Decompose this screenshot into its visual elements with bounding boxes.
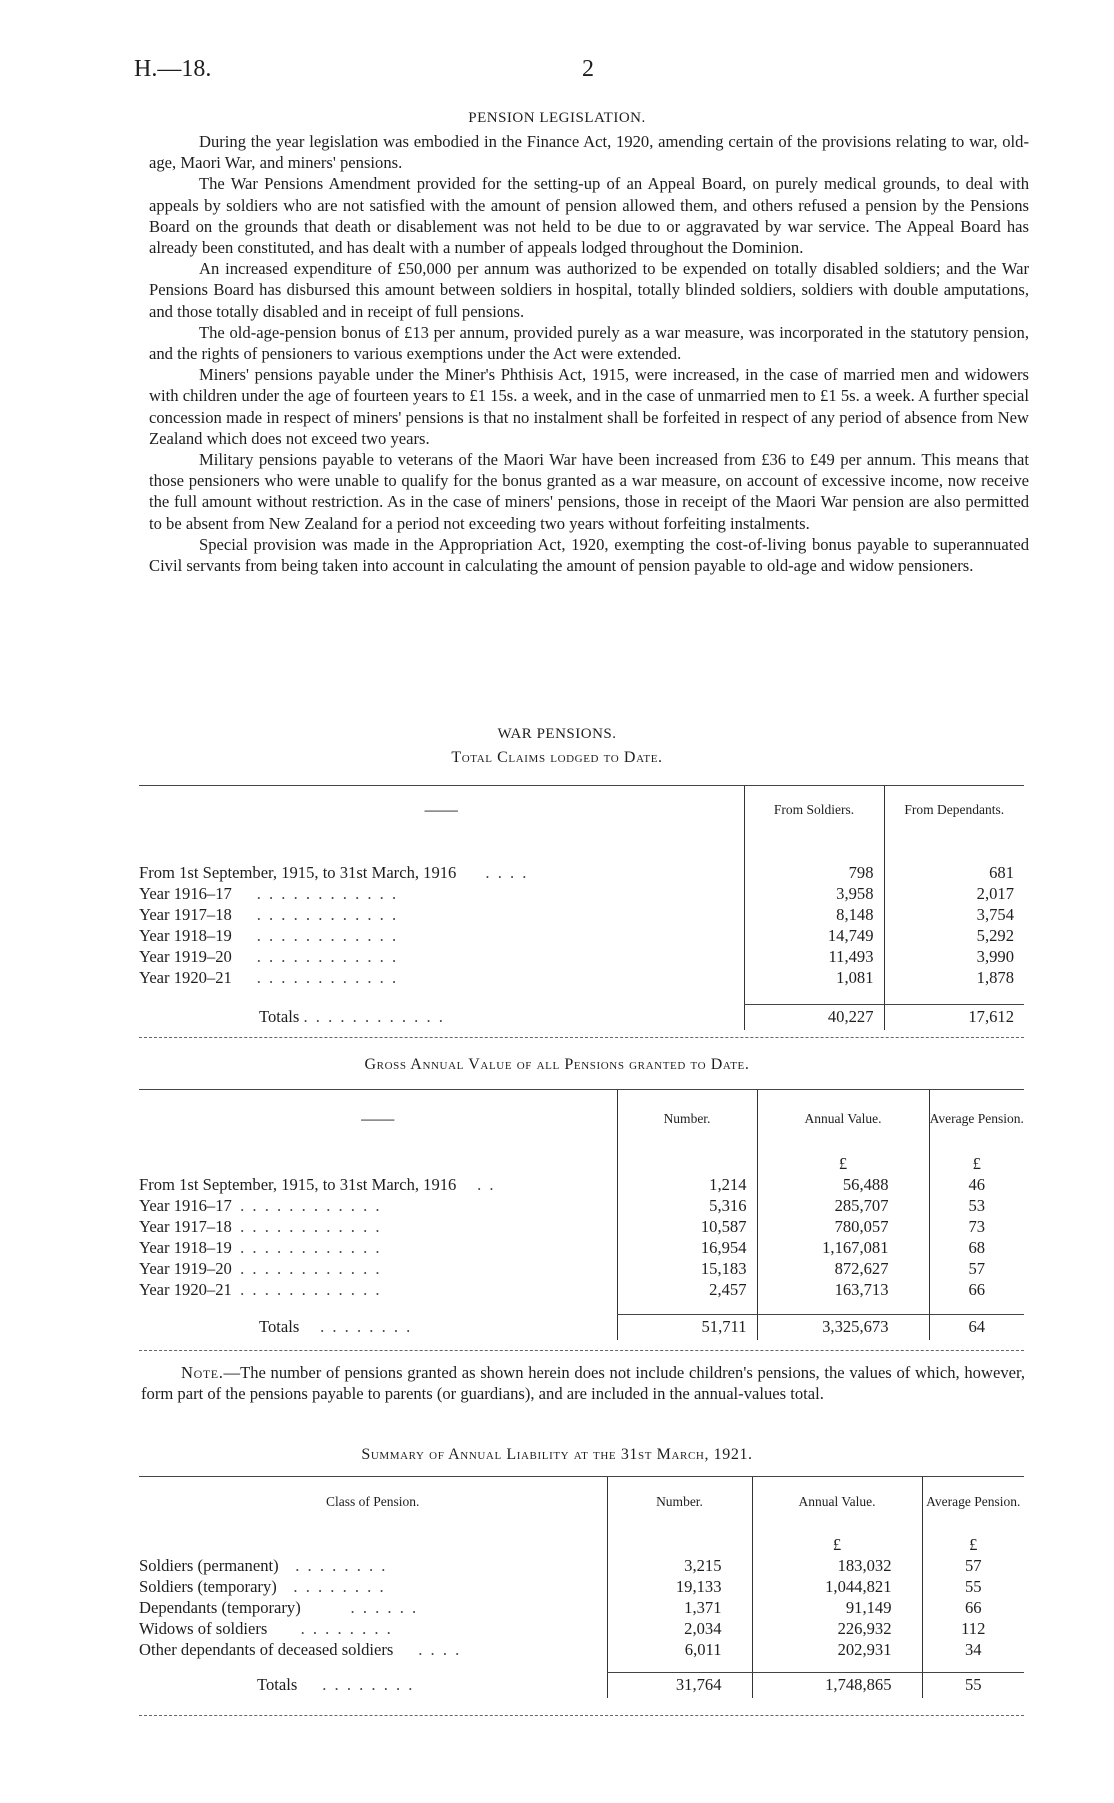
row-label: Year 1916–17 [139,1195,232,1215]
table-header-row [139,1477,1024,1527]
leader-dots: . . . . . . [350,1597,419,1617]
row-label: Year 1917–18 [139,1216,232,1236]
pound-sign: £ [752,1527,922,1555]
leader-dots: . . . . . . . . [320,1317,413,1336]
row-label: Soldiers (temporary) [139,1576,277,1596]
leader-dots: . . . . . . . . . . . . [240,1279,382,1299]
row-label: Year 1919–20 [139,1258,232,1278]
number-total: 51,711 [617,1314,757,1340]
leader-dots: . . . . . . . . . . . . [256,904,399,924]
table-rule [139,1715,1024,1716]
row-label: Year 1920–21 [139,1279,232,1299]
table-rule [139,1350,1024,1351]
leader-dots: . . . . . . . . . . . . [303,1007,445,1026]
number-cell: 1,214 [617,1174,757,1195]
col-class-of-pension: Class of Pension. [326,1494,420,1509]
average-cell: 112 [922,1618,1024,1639]
pound-sign: £ [757,1148,929,1174]
number-cell: 16,954 [617,1237,757,1258]
table-row [139,946,1024,967]
table-row [139,1174,1024,1195]
average-total: 64 [929,1314,1024,1340]
table-row [139,1258,1024,1279]
paragraph: Military pensions payable to veterans of the Maori War have been increased from £36 to £49 per annum. This means that those pensioners who were unable to qualify for the bonus granted as a war measure, on account of excessive income, now receive the full amount without restriction. As in the case of miners' pensions, those in receipt of the Maori War pension are also permitted to be absent from New Zealand for a period not exceeding two years without forfeiting instalments. [149,450,1029,533]
average-cell: 57 [929,1258,1024,1279]
soldiers-cell: 8,148 [744,904,884,925]
annual-value-cell: 56,488 [757,1174,929,1195]
row-label: Year 1918–19 [139,1237,232,1257]
annual-value-total: 3,325,673 [757,1314,929,1340]
paragraph: Miners' pensions payable under the Miner's Phthisis Act, 1915, were increased, in the case of married men and widowers with children under the age of fourteen years to £1 15s. a week, and in the case of unmarried men to £1 5s. a week. A further special concession made in respect of miners' pensions is that no instalment shall be forfeited in respect of any period of absence from New Zealand which does not exceed two years. [149,365,1029,448]
paragraph: Special provision was made in the Appropriation Act, 1920, exempting the cost-of-living bonus payable to superannuated Civil servants from being taken into account in calculating the amount of pension payable to old-age and widow pensioners. [149,534,1029,576]
row-label: Year 1917–18 [139,904,232,924]
table-row [139,904,1024,925]
table-row [139,1279,1024,1300]
leader-dots: . . . . . . . . . . . . [240,1258,382,1278]
leader-dots: . . . . . . . . . . . . [256,883,399,903]
number-cell: 10,587 [617,1216,757,1237]
row-label: From 1st September, 1915, to 31st March, 1916 [139,862,457,882]
annual-value-cell: 226,932 [752,1618,922,1639]
dependants-cell: 1,878 [884,967,1024,988]
table-row [139,883,1024,904]
row-label: Widows of soldiers [139,1618,268,1638]
leader-dots: . . . . . . . . . . . . [240,1237,382,1257]
col-annual-value: Annual Value. [757,1090,929,1148]
number-cell: 19,133 [607,1576,752,1597]
gross-annual-heading: Gross Annual Value of all Pensions granted to Date. [364,1056,750,1073]
note-paragraph [141,1362,1025,1404]
table-row [139,1618,1024,1639]
leader-dots: . . . . . . . . [300,1618,393,1638]
totals-row [139,1004,1024,1030]
totals-label: Totals [257,1675,298,1694]
table-row [139,1555,1024,1576]
average-cell: 34 [922,1639,1024,1660]
currency-row [139,1148,1024,1174]
average-cell: 66 [929,1279,1024,1300]
table-row [139,862,1024,883]
number-cell: 2,457 [617,1279,757,1300]
paragraph: The War Pensions Amendment provided for the setting-up of an Appeal Board, on purely medical grounds, to deal with appeals by soldiers who are not satisfied with the amount of pension allowed them, and others refused a pension by the Pensions Board on the grounds that death or disablement was not held to be due to or aggravated by war service. The Appeal Board has already been constituted, and has dealt with a number of appeals lodged throughout the Dominion. [149,174,1029,258]
leader-dots: . . . . . . . . . . . . [256,946,399,966]
annual-value-cell: 91,149 [752,1597,922,1618]
dependants-total: 17,612 [884,1004,1024,1030]
table-row [139,967,1024,988]
paragraph: The old-age-pension bonus of £13 per annum, provided purely as a war measure, was incorporated in the statutory pension, and the rights of pensioners to various exemptions under the Act were extended. [149,322,1029,364]
average-cell: 46 [929,1174,1024,1195]
paragraph: An increased expenditure of £50,000 per annum was authorized to be expended on totally disabled soldiers; and the War Pensions Board has disbursed this amount between soldiers in hospital, totally blinded soldiers, soldiers with double amputations, and those totally disabled and in receipt of full pensions. [149,259,1029,321]
leader-dots: . . . . . . . . . . . . [240,1216,382,1236]
dependants-cell: 3,754 [884,904,1024,925]
row-label: From 1st September, 1915, to 31st March, 1916 [139,1174,457,1194]
leader-dots: . . . . [485,862,529,882]
row-label: Year 1916–17 [139,883,232,903]
table-row [139,1576,1024,1597]
pound-sign: £ [929,1148,1024,1174]
table-row [139,925,1024,946]
totals-label: Totals [259,1007,300,1026]
number-cell: 3,215 [607,1555,752,1576]
note-text: —The number of pensions granted as shown herein does not include children's pensions, the values of which, however, form part of the pensions payable to parents (or guardians), and are included in the annual-values total. [141,1363,1025,1403]
annual-value-cell: 872,627 [757,1258,929,1279]
annual-value-cell: 1,167,081 [757,1237,929,1258]
annual-value-cell: 285,707 [757,1195,929,1216]
row-label: Dependants (temporary) [139,1597,301,1617]
soldiers-cell: 1,081 [744,967,884,988]
blank-header: —— [424,800,458,819]
table-row [139,1639,1024,1660]
leader-dots: . . . . . . . . . . . . [256,925,399,945]
col-annual-value: Annual Value. [752,1477,922,1527]
number-cell: 2,034 [607,1618,752,1639]
summary-heading: Summary of Annual Liability at the 31st March, 1921. [361,1446,753,1463]
average-cell: 73 [929,1216,1024,1237]
table-row [139,1195,1024,1216]
leader-dots: . . . . . . . . [295,1555,388,1575]
number-cell: 6,011 [607,1639,752,1660]
totals-row [139,1314,1024,1340]
table-row [139,1237,1024,1258]
table-header-row [139,1090,1024,1148]
leader-dots: . . . . . . . . [322,1675,415,1694]
leader-dots: . . . . [418,1639,462,1659]
annual-value-cell: 780,057 [757,1216,929,1237]
annual-value-cell: 1,044,821 [752,1576,922,1597]
note-lead: Note. [181,1363,224,1382]
average-cell: 57 [922,1555,1024,1576]
number-cell: 15,183 [617,1258,757,1279]
leader-dots: . . . . . . . . . . . . [256,967,399,987]
col-number: Number. [607,1477,752,1527]
row-label: Year 1918–19 [139,925,232,945]
row-label: Year 1919–20 [139,946,232,966]
average-total: 55 [922,1672,1024,1698]
soldiers-total: 40,227 [744,1004,884,1030]
page-number: 2 [582,56,594,82]
totals-row [139,1672,1024,1698]
table-rule [139,1037,1024,1038]
average-cell: 53 [929,1195,1024,1216]
totals-label: Totals [259,1317,300,1336]
col-from-soldiers: From Soldiers. [744,786,884,834]
col-average-pension: Average Pension. [929,1090,1024,1148]
row-label: Year 1920–21 [139,967,232,987]
document-reference: H.—18. [134,56,212,82]
total-claims-table [139,786,1024,1030]
leader-dots: . . . . . . . . [293,1576,386,1596]
dependants-cell: 681 [884,862,1024,883]
row-label: Other dependants of deceased soldiers [139,1639,394,1659]
number-cell: 5,316 [617,1195,757,1216]
annual-value-cell: 202,931 [752,1639,922,1660]
row-label: Soldiers (permanent) [139,1555,279,1575]
dependants-cell: 3,990 [884,946,1024,967]
average-cell: 55 [922,1576,1024,1597]
annual-value-cell: 183,032 [752,1555,922,1576]
soldiers-cell: 11,493 [744,946,884,967]
average-cell: 66 [922,1597,1024,1618]
soldiers-cell: 3,958 [744,883,884,904]
gross-annual-table [139,1090,1024,1340]
pension-legislation-heading: PENSION LEGISLATION. [468,110,646,126]
currency-row [139,1527,1024,1555]
war-pensions-subtitle: Total Claims lodged to Date. [451,749,663,766]
dependants-cell: 2,017 [884,883,1024,904]
war-pensions-heading: WAR PENSIONS. [497,726,617,742]
annual-value-cell: 163,713 [757,1279,929,1300]
summary-table [139,1477,1024,1698]
dependants-cell: 5,292 [884,925,1024,946]
average-cell: 68 [929,1237,1024,1258]
blank-header: —— [361,1109,395,1128]
table-row [139,1216,1024,1237]
pound-sign: £ [922,1527,1024,1555]
table-row [139,1597,1024,1618]
soldiers-cell: 798 [744,862,884,883]
paragraph: During the year legislation was embodied in the Finance Act, 1920, amending certain of the provisions relating to war, old-age, Maori War, and miners' pensions. [149,132,1029,173]
leader-dots: . . [477,1174,496,1194]
soldiers-cell: 14,749 [744,925,884,946]
number-total: 31,764 [607,1672,752,1698]
pension-legislation-body [149,131,1029,576]
col-from-dependants: From Dependants. [884,786,1024,834]
leader-dots: . . . . . . . . . . . . [240,1195,382,1215]
annual-value-total: 1,748,865 [752,1672,922,1698]
number-cell: 1,371 [607,1597,752,1618]
col-average-pension: Average Pension. [922,1477,1024,1527]
col-number: Number. [617,1090,757,1148]
table-header-row [139,786,1024,834]
